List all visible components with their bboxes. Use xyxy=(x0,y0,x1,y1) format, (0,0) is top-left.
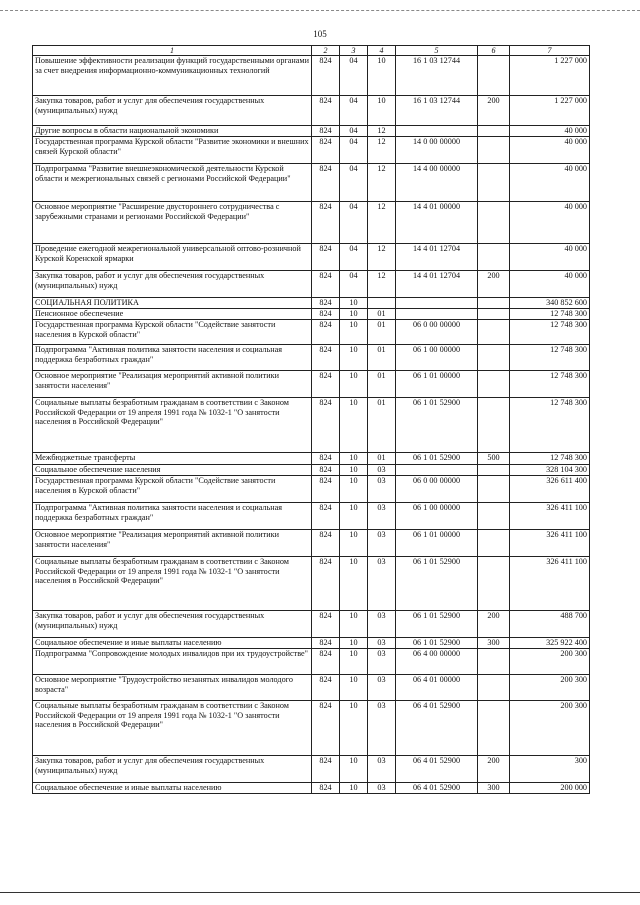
row-expense-type xyxy=(478,298,510,309)
table-row xyxy=(33,126,590,137)
row-article xyxy=(396,298,478,309)
table-row xyxy=(33,530,590,557)
row-code: 824 xyxy=(312,557,340,611)
row-sum: 40 000 xyxy=(510,271,590,298)
row-expense-type xyxy=(478,309,510,320)
row-sum: 12 748 300 xyxy=(510,309,590,320)
row-article xyxy=(396,126,478,137)
row-name: СОЦИАЛЬНАЯ ПОЛИТИКА xyxy=(33,298,312,309)
table-row xyxy=(33,503,590,530)
row-code: 824 xyxy=(312,783,340,794)
table-row xyxy=(33,244,590,271)
column-header: 6 xyxy=(478,46,510,56)
row-name: Подпрограмма "Сопровождение молодых инвалидов при их трудоустройстве" xyxy=(33,649,312,675)
row-article: 06 1 00 00000 xyxy=(396,503,478,530)
row-code: 824 xyxy=(312,271,340,298)
row-name: Социальные выплаты безработным гражданам в соответствии с Законом Российской Федерации от 19 апреля 1991 года № 1032-1 "О занятости населения в Российской Федерации" xyxy=(33,398,312,453)
row-article: 06 1 01 00000 xyxy=(396,371,478,398)
row-code: 824 xyxy=(312,756,340,783)
top-dashed-rule xyxy=(0,10,640,11)
row-name: Закупка товаров, работ и услуг для обеспечения государственных (муниципальных) нужд xyxy=(33,756,312,783)
row-subsection: 03 xyxy=(368,649,396,675)
row-code: 824 xyxy=(312,476,340,503)
row-subsection: 01 xyxy=(368,371,396,398)
row-name: Социальное обеспечение и иные выплаты населению xyxy=(33,783,312,794)
row-sum: 40 000 xyxy=(510,202,590,244)
row-name: Проведение ежегодной межрегиональной универсальной оптово-розничной Курской Коренской ярмарки xyxy=(33,244,312,271)
row-section: 10 xyxy=(340,398,368,453)
row-expense-type xyxy=(478,701,510,756)
row-sum: 1 227 000 xyxy=(510,56,590,96)
row-code: 824 xyxy=(312,320,340,345)
row-subsection: 12 xyxy=(368,126,396,137)
row-sum: 40 000 xyxy=(510,137,590,164)
row-code: 824 xyxy=(312,465,340,476)
row-expense-type: 500 xyxy=(478,453,510,465)
row-name: Социальное обеспечение населения xyxy=(33,465,312,476)
row-section: 10 xyxy=(340,701,368,756)
row-subsection: 03 xyxy=(368,756,396,783)
row-sum: 200 300 xyxy=(510,649,590,675)
row-subsection: 03 xyxy=(368,783,396,794)
table-row xyxy=(33,298,590,309)
row-sum: 40 000 xyxy=(510,244,590,271)
row-subsection: 03 xyxy=(368,530,396,557)
row-code: 824 xyxy=(312,611,340,638)
table-row xyxy=(33,557,590,611)
row-expense-type xyxy=(478,371,510,398)
row-code: 824 xyxy=(312,56,340,96)
table-row xyxy=(33,202,590,244)
table-row xyxy=(33,320,590,345)
row-code: 824 xyxy=(312,96,340,126)
row-code: 824 xyxy=(312,503,340,530)
row-section: 10 xyxy=(340,611,368,638)
column-header: 7 xyxy=(510,46,590,56)
row-expense-type xyxy=(478,675,510,701)
table-row xyxy=(33,783,590,794)
row-sum: 325 922 400 xyxy=(510,638,590,649)
row-expense-type xyxy=(478,345,510,371)
row-subsection: 01 xyxy=(368,309,396,320)
row-article xyxy=(396,309,478,320)
row-section: 10 xyxy=(340,345,368,371)
row-article: 06 1 01 52900 xyxy=(396,638,478,649)
table-row xyxy=(33,465,590,476)
budget-table xyxy=(32,45,590,794)
row-article: 06 1 01 52900 xyxy=(396,453,478,465)
row-name: Основное мероприятие "Реализация мероприятий активной политики занятости населения" xyxy=(33,371,312,398)
row-code: 824 xyxy=(312,453,340,465)
table-row xyxy=(33,345,590,371)
row-sum: 40 000 xyxy=(510,126,590,137)
row-code: 824 xyxy=(312,164,340,202)
row-name: Основное мероприятие "Реализация мероприятий активной политики занятости населения" xyxy=(33,530,312,557)
row-article: 06 1 01 52900 xyxy=(396,557,478,611)
row-section: 04 xyxy=(340,96,368,126)
row-name: Государственная программа Курской области "Содействие занятости населения в Курской области" xyxy=(33,476,312,503)
row-name: Закупка товаров, работ и услуг для обеспечения государственных (муниципальных) нужд xyxy=(33,271,312,298)
row-expense-type: 300 xyxy=(478,783,510,794)
row-article: 14 0 00 00000 xyxy=(396,137,478,164)
row-article: 14 4 00 00000 xyxy=(396,164,478,202)
row-section: 10 xyxy=(340,371,368,398)
row-subsection: 12 xyxy=(368,137,396,164)
row-expense-type xyxy=(478,126,510,137)
row-subsection: 12 xyxy=(368,271,396,298)
row-expense-type: 300 xyxy=(478,638,510,649)
row-section: 04 xyxy=(340,56,368,96)
row-section: 10 xyxy=(340,675,368,701)
row-article: 14 4 01 00000 xyxy=(396,202,478,244)
table-row xyxy=(33,371,590,398)
row-subsection: 01 xyxy=(368,398,396,453)
row-code: 824 xyxy=(312,202,340,244)
row-section: 10 xyxy=(340,453,368,465)
row-expense-type xyxy=(478,557,510,611)
row-subsection: 01 xyxy=(368,453,396,465)
row-section: 04 xyxy=(340,271,368,298)
row-sum: 326 411 100 xyxy=(510,530,590,557)
row-section: 10 xyxy=(340,649,368,675)
row-section: 10 xyxy=(340,530,368,557)
row-subsection: 01 xyxy=(368,345,396,371)
row-article: 14 4 01 12704 xyxy=(396,271,478,298)
row-code: 824 xyxy=(312,530,340,557)
row-expense-type xyxy=(478,503,510,530)
row-section: 10 xyxy=(340,309,368,320)
row-article: 06 0 00 00000 xyxy=(396,320,478,345)
row-expense-type xyxy=(478,164,510,202)
row-sum: 326 611 400 xyxy=(510,476,590,503)
row-subsection: 03 xyxy=(368,476,396,503)
row-subsection: 03 xyxy=(368,465,396,476)
row-section: 10 xyxy=(340,465,368,476)
row-subsection: 03 xyxy=(368,557,396,611)
row-article xyxy=(396,465,478,476)
row-name: Основное мероприятие "Расширение двустороннего сотрудничества с зарубежными странами и регионами Российской Федерации" xyxy=(33,202,312,244)
row-name: Подпрограмма "Активная политика занятости населения и социальная поддержка безработных граждан" xyxy=(33,503,312,530)
table-row xyxy=(33,611,590,638)
row-name: Подпрограмма "Развитие внешнеэкономической деятельности Курской области и межрегиональных связей с регионами Российской Федерации" xyxy=(33,164,312,202)
row-expense-type xyxy=(478,465,510,476)
row-article: 14 4 01 12704 xyxy=(396,244,478,271)
row-sum: 328 104 300 xyxy=(510,465,590,476)
row-sum: 340 852 600 xyxy=(510,298,590,309)
row-code: 824 xyxy=(312,345,340,371)
row-expense-type: 200 xyxy=(478,756,510,783)
row-article: 06 4 01 52900 xyxy=(396,701,478,756)
row-sum: 12 748 300 xyxy=(510,320,590,345)
row-expense-type xyxy=(478,56,510,96)
row-code: 824 xyxy=(312,675,340,701)
table-body xyxy=(33,56,590,794)
row-sum: 326 411 100 xyxy=(510,503,590,530)
row-subsection xyxy=(368,298,396,309)
table-row xyxy=(33,701,590,756)
row-subsection: 10 xyxy=(368,56,396,96)
row-name: Закупка товаров, работ и услуг для обеспечения государственных (муниципальных) нужд xyxy=(33,96,312,126)
row-expense-type: 200 xyxy=(478,271,510,298)
table-row xyxy=(33,675,590,701)
row-section: 10 xyxy=(340,756,368,783)
row-sum: 200 300 xyxy=(510,701,590,756)
row-code: 824 xyxy=(312,649,340,675)
row-sum: 200 300 xyxy=(510,675,590,701)
table-row xyxy=(33,649,590,675)
row-sum: 12 748 300 xyxy=(510,371,590,398)
row-expense-type xyxy=(478,398,510,453)
row-expense-type xyxy=(478,530,510,557)
row-subsection: 03 xyxy=(368,611,396,638)
row-sum: 1 227 000 xyxy=(510,96,590,126)
column-header: 4 xyxy=(368,46,396,56)
row-article: 16 1 03 12744 xyxy=(396,56,478,96)
row-section: 04 xyxy=(340,164,368,202)
row-subsection: 12 xyxy=(368,244,396,271)
row-name: Социальные выплаты безработным гражданам в соответствии с Законом Российской Федерации от 19 апреля 1991 года № 1032-1 "О занятости населения в Российской Федерации" xyxy=(33,701,312,756)
row-section: 10 xyxy=(340,298,368,309)
row-expense-type xyxy=(478,320,510,345)
row-section: 10 xyxy=(340,476,368,503)
row-article: 06 1 01 52900 xyxy=(396,398,478,453)
table-row xyxy=(33,309,590,320)
column-header: 1 xyxy=(33,46,312,56)
row-article: 06 4 00 00000 xyxy=(396,649,478,675)
row-name: Закупка товаров, работ и услуг для обеспечения государственных (муниципальных) нужд xyxy=(33,611,312,638)
row-section: 10 xyxy=(340,783,368,794)
row-subsection: 03 xyxy=(368,638,396,649)
row-section: 10 xyxy=(340,557,368,611)
row-code: 824 xyxy=(312,701,340,756)
row-article: 06 4 01 00000 xyxy=(396,675,478,701)
row-name: Пенсионное обеспечение xyxy=(33,309,312,320)
table-row xyxy=(33,96,590,126)
column-number-row xyxy=(33,46,590,56)
row-article: 06 1 01 00000 xyxy=(396,530,478,557)
row-section: 04 xyxy=(340,126,368,137)
row-name: Повышение эффективности реализации функций государственными органами за счет внедрения информационно-коммуникационных технологий xyxy=(33,56,312,96)
row-code: 824 xyxy=(312,137,340,164)
row-subsection: 03 xyxy=(368,675,396,701)
row-sum: 12 748 300 xyxy=(510,398,590,453)
row-subsection: 10 xyxy=(368,96,396,126)
row-expense-type xyxy=(478,649,510,675)
page-number: 105 xyxy=(313,29,327,39)
row-name: Социальное обеспечение и иные выплаты населению xyxy=(33,638,312,649)
table-row xyxy=(33,56,590,96)
table-row xyxy=(33,476,590,503)
row-name: Государственная программа Курской области "Содействие занятости населения в Курской области" xyxy=(33,320,312,345)
row-code: 824 xyxy=(312,126,340,137)
table-row xyxy=(33,137,590,164)
row-expense-type xyxy=(478,476,510,503)
row-sum: 40 000 xyxy=(510,164,590,202)
table-row xyxy=(33,271,590,298)
row-subsection: 03 xyxy=(368,503,396,530)
row-article: 06 4 01 52900 xyxy=(396,756,478,783)
row-section: 10 xyxy=(340,638,368,649)
row-name: Другие вопросы в области национальной экономики xyxy=(33,126,312,137)
row-sum: 326 411 100 xyxy=(510,557,590,611)
row-sum: 12 748 300 xyxy=(510,345,590,371)
row-sum: 300 xyxy=(510,756,590,783)
row-code: 824 xyxy=(312,244,340,271)
row-section: 04 xyxy=(340,137,368,164)
table-row xyxy=(33,164,590,202)
column-header: 5 xyxy=(396,46,478,56)
row-name: Социальные выплаты безработным гражданам в соответствии с Законом Российской Федерации от 19 апреля 1991 года № 1032-1 "О занятости населения в Российской Федерации" xyxy=(33,557,312,611)
row-subsection: 01 xyxy=(368,320,396,345)
row-expense-type: 200 xyxy=(478,96,510,126)
table-row xyxy=(33,398,590,453)
row-section: 10 xyxy=(340,503,368,530)
row-article: 16 1 03 12744 xyxy=(396,96,478,126)
row-expense-type xyxy=(478,202,510,244)
row-article: 06 1 00 00000 xyxy=(396,345,478,371)
table-row xyxy=(33,638,590,649)
row-sum: 12 748 300 xyxy=(510,453,590,465)
column-header: 2 xyxy=(312,46,340,56)
row-sum: 200 000 xyxy=(510,783,590,794)
row-name: Государственная программа Курской области "Развитие экономики и внешних связей Курской области" xyxy=(33,137,312,164)
row-article: 06 0 00 00000 xyxy=(396,476,478,503)
row-expense-type xyxy=(478,137,510,164)
bottom-rule xyxy=(0,892,640,893)
row-subsection: 12 xyxy=(368,202,396,244)
table-row xyxy=(33,453,590,465)
row-article: 06 4 01 52900 xyxy=(396,783,478,794)
row-sum: 488 700 xyxy=(510,611,590,638)
column-header: 3 xyxy=(340,46,368,56)
row-expense-type xyxy=(478,244,510,271)
row-section: 04 xyxy=(340,244,368,271)
row-code: 824 xyxy=(312,398,340,453)
row-section: 04 xyxy=(340,202,368,244)
row-article: 06 1 01 52900 xyxy=(396,611,478,638)
row-code: 824 xyxy=(312,298,340,309)
row-code: 824 xyxy=(312,309,340,320)
row-expense-type: 200 xyxy=(478,611,510,638)
row-code: 824 xyxy=(312,371,340,398)
row-name: Подпрограмма "Активная политика занятости населения и социальная поддержка безработных граждан" xyxy=(33,345,312,371)
row-name: Межбюджетные трансферты xyxy=(33,453,312,465)
table-row xyxy=(33,756,590,783)
row-subsection: 12 xyxy=(368,164,396,202)
row-section: 10 xyxy=(340,320,368,345)
row-name: Основное мероприятие "Трудоустройство незанятых инвалидов молодого возраста" xyxy=(33,675,312,701)
row-code: 824 xyxy=(312,638,340,649)
row-subsection: 03 xyxy=(368,701,396,756)
